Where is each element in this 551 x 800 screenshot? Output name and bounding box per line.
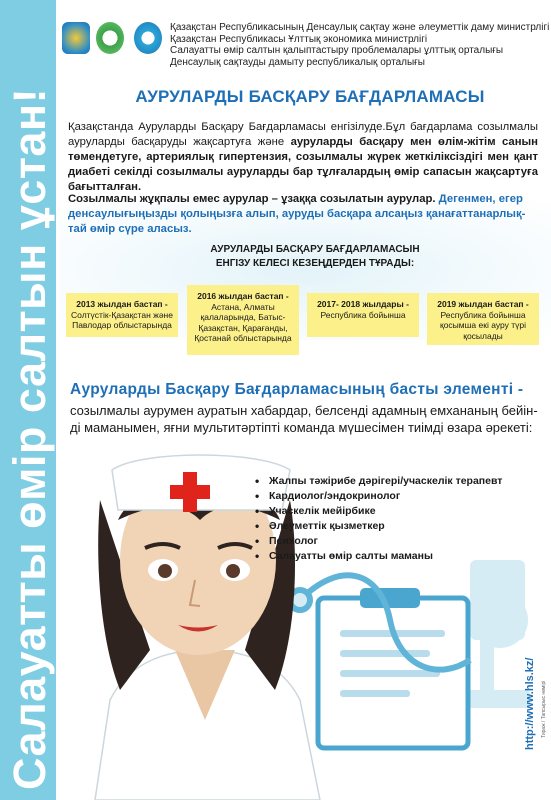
- header-line: Салауатты өмір салтын қалыптастыру проблемалары ұлттық орталығы: [170, 45, 504, 56]
- stage-body: Астана, Алматы қалаларында, Батыс-Қазақстан, Қарағанды, Қостанай облыстарында: [194, 301, 292, 343]
- chronic-bold-text: Созылмалы жұқпалы емес аурулар – ұзаққа созылатын аурулар.: [68, 193, 436, 205]
- team-member: • Әлеуметтік қызметкер: [255, 519, 545, 534]
- stage-head: 2016 жылдан бастап -: [197, 291, 289, 301]
- stage-body: Республика бойынша: [320, 309, 406, 320]
- website-link[interactable]: http://www.hls.kz/: [524, 657, 536, 750]
- team-member: • Жалпы тәжірибе дәрігері/учаскелік терапевт: [255, 474, 545, 489]
- element-heading: Ауруларды Басқару Бағдарламасының басты элементі -: [70, 381, 524, 398]
- header-line: Қазақстан Республикасының Денсаулық сақтау және әлеуметтік даму министрлігі: [170, 22, 550, 33]
- team-member: • Психолог: [255, 534, 545, 549]
- header-line: Денсаулық сақтауды дамыту республикалық орталығы: [170, 56, 425, 68]
- stage-head: 2019 жылдан бастап -: [437, 299, 529, 309]
- team-member: • Учаскелік мейірбике: [255, 504, 545, 519]
- stage-head: 2017- 2018 жылдары -: [317, 299, 409, 309]
- stages-title-line: АУРУЛАРДЫ БАСҚАРУ БАҒДАРЛАМАСЫН: [210, 244, 420, 255]
- chronic-blue-text: Дегенмен, егер денсаулығыңызды қолыңызға алып, ауруды басқара алсаңыз қанағаттанарлық-тай өмір сүре аласыз.: [68, 193, 526, 235]
- team-list: [255, 474, 545, 564]
- team-member: • Кардиолог/эндокринолог: [255, 489, 545, 504]
- print-note: Тираж / Тапсырыс нөмірі: [541, 680, 547, 738]
- stage-head: 2013 жылдан бастап -: [76, 299, 168, 309]
- element-description: созылмалы аурумен ауратын хабардар, белсенді адамның емхананың бейін-ді маманымен, яғни мультитәртіпті команда мүшесімен тиімді өзара әрекеті:: [70, 403, 538, 435]
- stages-title-line: ЕНГІЗУ КЕЛЕСІ КЕЗЕҢДЕРДЕН ТҰРАДЫ:: [215, 258, 415, 269]
- side-banner-text: Салауатты өмір салтын ұстан!: [4, 87, 55, 790]
- header-line: Қазақстан Республикасы Ұлттық экономика министрлігі: [170, 33, 428, 45]
- intro-bold-text: ауруларды басқару мен өлім-жітім санын төмендетуге, артериялық гипертензия, созылмалы жүрек жеткіліксіздігі мен қант диабеті секілді созылмалы ауруларды бар тұлғалардың өмір сапасын жақсартуға бағытталған.: [68, 136, 538, 193]
- page-title: АУРУЛАРДЫ БАСҚАРУ БАҒДАРЛАМАСЫ: [135, 87, 485, 106]
- stage-body: Солтүстік-Қазақстан және Павлодар облыстарында: [71, 309, 173, 330]
- team-member: • Салауатты өмір салты маманы: [255, 549, 545, 564]
- stage-body: Республика бойынша қосымша екі ауру түрі қосылады: [439, 309, 527, 341]
- intro-text: Қазақстанда Ауруларды Басқару Бағдарламасы енгізілуде.Бұл бағдарлама созылмалы ауруларды басқаруды жақсартуға және: [68, 121, 538, 148]
